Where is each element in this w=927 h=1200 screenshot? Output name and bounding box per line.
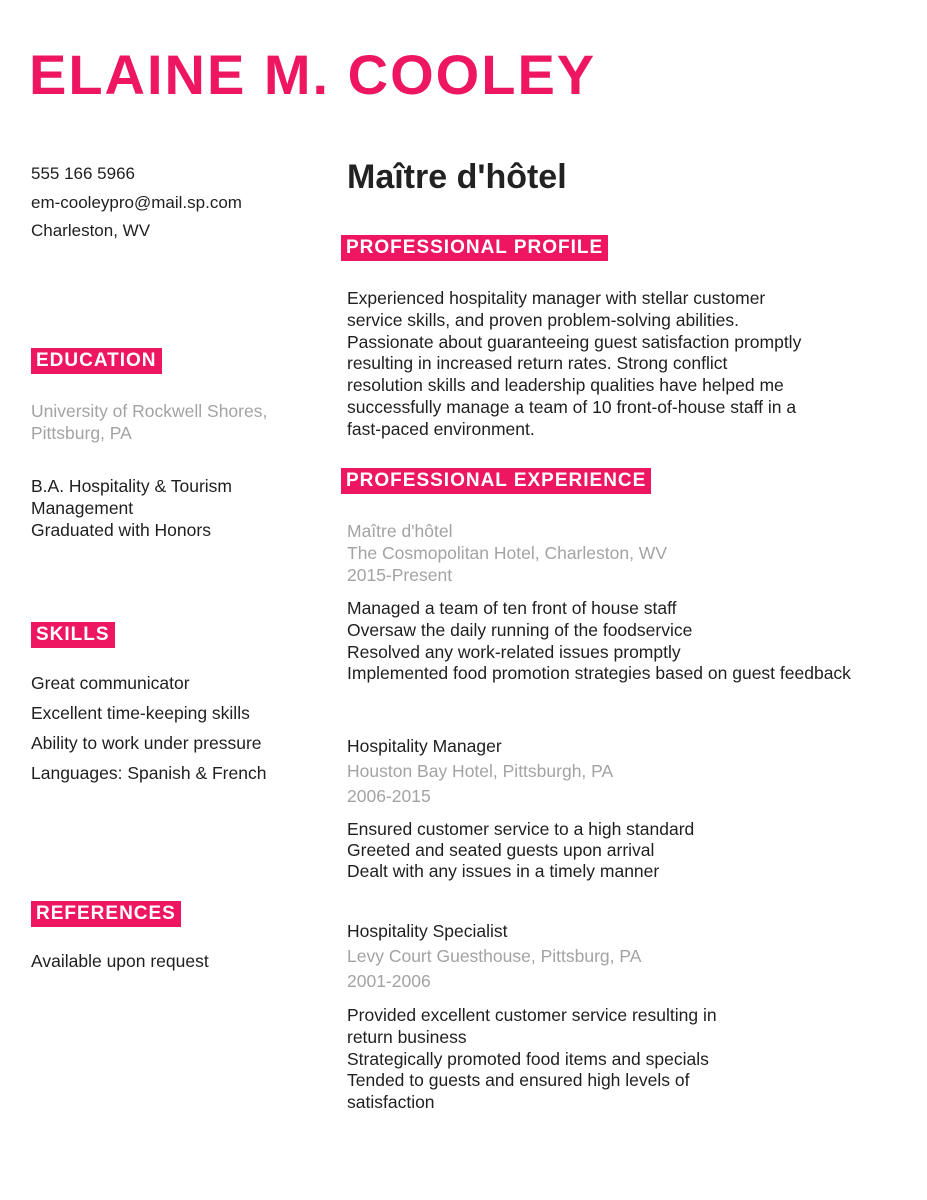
- duty-item: Strategically promoted food items and specials: [347, 1048, 709, 1069]
- duty-item: Ensured customer service to a high standard: [347, 819, 695, 839]
- profile-line: fast-paced environment.: [347, 418, 535, 439]
- duty-item: Tended to guests and ensured high levels of: [347, 1070, 690, 1091]
- education-school: [31, 401, 267, 445]
- job-3-duties: [347, 1005, 717, 1114]
- job-2-company: Houston Bay Hotel, Pittsburgh, PA: [347, 761, 614, 781]
- duty-item: Oversaw the daily running of the foodservice: [347, 619, 693, 640]
- duty-item: return business: [347, 1026, 467, 1047]
- education-degree: [31, 476, 232, 541]
- duty-item: satisfaction: [347, 1092, 435, 1113]
- experience-heading: [341, 468, 651, 494]
- contact-info: [31, 160, 242, 246]
- job-1-company: The Cosmopolitan Hotel, Charleston, WV: [347, 542, 667, 563]
- profile-line: Passionate about guaranteeing guest satisfaction promptly: [347, 331, 802, 352]
- job-2-header: [347, 734, 613, 809]
- skill-item: Excellent time-keeping skills: [31, 703, 250, 723]
- references-heading: [31, 901, 181, 927]
- job-title: Maître d'hôtel: [347, 158, 567, 196]
- profile-line: successfully manage a team of 10 front-of-house staff in a: [347, 396, 797, 417]
- skills-heading: [31, 622, 115, 648]
- email-address: em-cooleypro@mail.sp.com: [31, 192, 242, 212]
- skills-list: [31, 668, 266, 788]
- school-line-2: Pittsburg, PA: [31, 422, 132, 443]
- duty-item: Managed a team of ten front of house staff: [347, 598, 677, 618]
- candidate-name: ELAINE M. COOLEY: [29, 43, 597, 106]
- phone-number: 555 166 5966: [31, 164, 135, 183]
- duty-item: Greeted and seated guests upon arrival: [347, 839, 655, 860]
- references-text: [31, 951, 209, 973]
- duty-item: Dealt with any issues in a timely manner: [347, 860, 660, 881]
- skill-item: Ability to work under pressure: [31, 733, 262, 753]
- profile-line: resulting in increased return rates. Strong conflict: [347, 353, 728, 374]
- references-heading-label: REFERENCES: [31, 901, 181, 927]
- job-3-dates: 2001-2006: [347, 971, 431, 991]
- profile-summary: [347, 288, 827, 441]
- profile-heading-label: PROFESSIONAL PROFILE: [341, 235, 608, 261]
- school-line-1: University of Rockwell Shores,: [31, 401, 268, 421]
- job-2-title: Hospitality Manager: [347, 736, 502, 756]
- skill-item: Great communicator: [31, 673, 190, 693]
- profile-heading: [341, 235, 608, 261]
- duty-item: Resolved any work-related issues promptly: [347, 641, 681, 662]
- skills-heading-label: SKILLS: [31, 622, 115, 648]
- location: Charleston, WV: [31, 221, 151, 240]
- profile-line: service skills, and proven problem-solving abilities.: [347, 309, 739, 330]
- duty-item: Implemented food promotion strategies based on guest feedback: [347, 663, 851, 684]
- degree-line-2: Management: [31, 497, 134, 518]
- job-1-header: [347, 521, 667, 586]
- profile-line: Experienced hospitality manager with stellar customer: [347, 288, 766, 308]
- job-2-dates: 2006-2015: [347, 786, 431, 806]
- job-3-company: Levy Court Guesthouse, Pittsburg, PA: [347, 946, 642, 966]
- job-1-title: Maître d'hôtel: [347, 521, 453, 541]
- duty-item: Provided excellent customer service resulting in: [347, 1005, 717, 1025]
- job-3-title: Hospitality Specialist: [347, 921, 508, 941]
- references-line: Available upon request: [31, 951, 209, 971]
- profile-line: resolution skills and leadership qualities have helped me: [347, 375, 784, 396]
- degree-line-1: B.A. Hospitality & Tourism: [31, 476, 232, 496]
- job-1-dates: 2015-Present: [347, 564, 453, 585]
- skill-item: Languages: Spanish & French: [31, 763, 267, 783]
- job-3-header: [347, 919, 641, 994]
- job-2-duties: [347, 819, 694, 881]
- education-heading-label: EDUCATION: [31, 348, 162, 374]
- education-heading: [31, 348, 162, 374]
- experience-heading-label: PROFESSIONAL EXPERIENCE: [341, 468, 651, 494]
- degree-honors: Graduated with Honors: [31, 519, 211, 540]
- job-1-duties: [347, 598, 851, 685]
